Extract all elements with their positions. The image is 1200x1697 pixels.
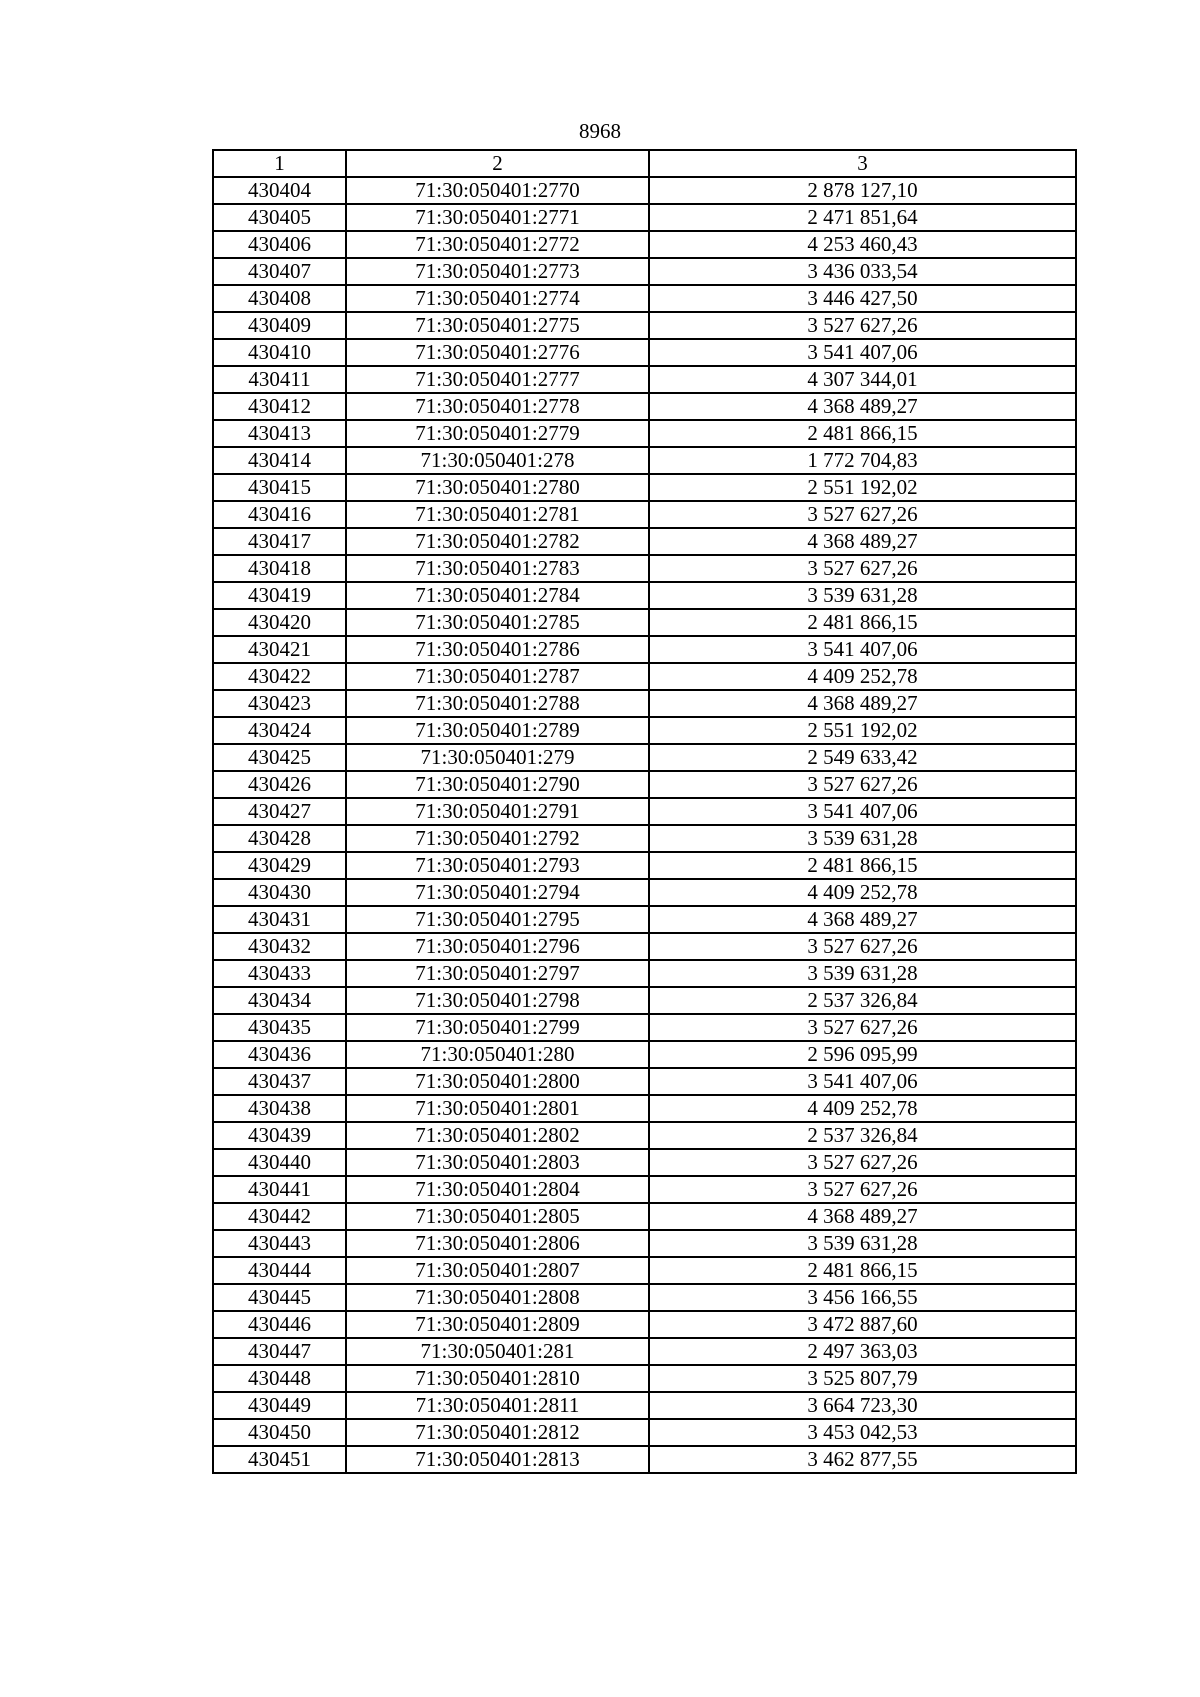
cadastral-value-cell: 3 527 627,26 <box>649 555 1076 582</box>
row-number-cell: 430425 <box>213 744 346 771</box>
row-number-cell: 430418 <box>213 555 346 582</box>
cadastral-value-cell: 3 541 407,06 <box>649 636 1076 663</box>
row-number-cell: 430420 <box>213 609 346 636</box>
table-row <box>213 609 1076 636</box>
table-row <box>213 420 1076 447</box>
cadastral-number-cell: 71:30:050401:2799 <box>346 1014 649 1041</box>
table-row <box>213 582 1076 609</box>
cadastral-number-cell: 71:30:050401:2809 <box>346 1311 649 1338</box>
cadastral-number-cell: 71:30:050401:2779 <box>346 420 649 447</box>
cadastral-value-cell: 3 527 627,26 <box>649 1176 1076 1203</box>
cadastral-value-cell: 3 541 407,06 <box>649 798 1076 825</box>
table-row <box>213 231 1076 258</box>
cadastral-number-cell: 71:30:050401:2772 <box>346 231 649 258</box>
cadastral-number-cell: 71:30:050401:2778 <box>346 393 649 420</box>
cadastral-value-cell: 3 453 042,53 <box>649 1419 1076 1446</box>
cadastral-number-cell: 71:30:050401:2808 <box>346 1284 649 1311</box>
cadastral-value-cell: 3 436 033,54 <box>649 258 1076 285</box>
cadastral-value-cell: 4 307 344,01 <box>649 366 1076 393</box>
header-cell-3: 3 <box>649 150 1076 177</box>
row-number-cell: 430436 <box>213 1041 346 1068</box>
cadastral-number-cell: 71:30:050401:2785 <box>346 609 649 636</box>
table-row <box>213 339 1076 366</box>
table-row <box>213 744 1076 771</box>
cadastral-number-cell: 71:30:050401:280 <box>346 1041 649 1068</box>
cadastral-value-table <box>212 149 1077 1474</box>
header-cell-1: 1 <box>213 150 346 177</box>
table-row <box>213 1122 1076 1149</box>
table-row <box>213 960 1076 987</box>
row-number-cell: 430440 <box>213 1149 346 1176</box>
cadastral-number-cell: 71:30:050401:2777 <box>346 366 649 393</box>
table-row <box>213 501 1076 528</box>
table-row <box>213 528 1076 555</box>
cadastral-number-cell: 71:30:050401:2802 <box>346 1122 649 1149</box>
cadastral-value-cell: 3 525 807,79 <box>649 1365 1076 1392</box>
table-row <box>213 285 1076 312</box>
table-row <box>213 474 1076 501</box>
cadastral-number-cell: 71:30:050401:2770 <box>346 177 649 204</box>
cadastral-number-cell: 71:30:050401:2812 <box>346 1419 649 1446</box>
row-number-cell: 430437 <box>213 1068 346 1095</box>
cadastral-value-cell: 2 596 095,99 <box>649 1041 1076 1068</box>
table-row <box>213 1257 1076 1284</box>
row-number-cell: 430414 <box>213 447 346 474</box>
cadastral-number-cell: 71:30:050401:2797 <box>346 960 649 987</box>
table-row <box>213 636 1076 663</box>
table-row <box>213 366 1076 393</box>
table-row <box>213 1284 1076 1311</box>
row-number-cell: 430438 <box>213 1095 346 1122</box>
table-row <box>213 906 1076 933</box>
row-number-cell: 430446 <box>213 1311 346 1338</box>
table-row <box>213 555 1076 582</box>
table-row <box>213 1176 1076 1203</box>
row-number-cell: 430428 <box>213 825 346 852</box>
cadastral-value-cell: 2 551 192,02 <box>649 474 1076 501</box>
cadastral-number-cell: 71:30:050401:2793 <box>346 852 649 879</box>
table-row <box>213 1014 1076 1041</box>
cadastral-number-cell: 71:30:050401:2800 <box>346 1068 649 1095</box>
cadastral-number-cell: 71:30:050401:2810 <box>346 1365 649 1392</box>
cadastral-value-cell: 3 527 627,26 <box>649 1149 1076 1176</box>
cadastral-value-cell: 1 772 704,83 <box>649 447 1076 474</box>
cadastral-number-cell: 71:30:050401:281 <box>346 1338 649 1365</box>
row-number-cell: 430445 <box>213 1284 346 1311</box>
cadastral-number-cell: 71:30:050401:2806 <box>346 1230 649 1257</box>
table-row <box>213 1419 1076 1446</box>
cadastral-value-cell: 3 527 627,26 <box>649 312 1076 339</box>
row-number-cell: 430447 <box>213 1338 346 1365</box>
table-row <box>213 933 1076 960</box>
table-row <box>213 1311 1076 1338</box>
cadastral-value-cell: 3 472 887,60 <box>649 1311 1076 1338</box>
row-number-cell: 430444 <box>213 1257 346 1284</box>
table-row <box>213 204 1076 231</box>
row-number-cell: 430411 <box>213 366 346 393</box>
cadastral-number-cell: 71:30:050401:2781 <box>346 501 649 528</box>
table-row <box>213 312 1076 339</box>
row-number-cell: 430441 <box>213 1176 346 1203</box>
cadastral-value-cell: 4 368 489,27 <box>649 906 1076 933</box>
table-row <box>213 798 1076 825</box>
row-number-cell: 430451 <box>213 1446 346 1473</box>
table-row <box>213 1041 1076 1068</box>
table-row <box>213 1149 1076 1176</box>
cadastral-number-cell: 71:30:050401:279 <box>346 744 649 771</box>
cadastral-value-cell: 2 497 363,03 <box>649 1338 1076 1365</box>
row-number-cell: 430434 <box>213 987 346 1014</box>
cadastral-value-cell: 4 368 489,27 <box>649 690 1076 717</box>
row-number-cell: 430406 <box>213 231 346 258</box>
cadastral-number-cell: 71:30:050401:2773 <box>346 258 649 285</box>
cadastral-value-cell: 3 527 627,26 <box>649 501 1076 528</box>
row-number-cell: 430417 <box>213 528 346 555</box>
row-number-cell: 430432 <box>213 933 346 960</box>
row-number-cell: 430435 <box>213 1014 346 1041</box>
cadastral-value-cell: 3 664 723,30 <box>649 1392 1076 1419</box>
cadastral-value-cell: 4 409 252,78 <box>649 663 1076 690</box>
table-row <box>213 258 1076 285</box>
cadastral-number-cell: 71:30:050401:2794 <box>346 879 649 906</box>
table-row <box>213 690 1076 717</box>
row-number-cell: 430424 <box>213 717 346 744</box>
cadastral-number-cell: 71:30:050401:2783 <box>346 555 649 582</box>
row-number-cell: 430413 <box>213 420 346 447</box>
table-row <box>213 393 1076 420</box>
table-row <box>213 1203 1076 1230</box>
row-number-cell: 430408 <box>213 285 346 312</box>
table-body <box>213 150 1076 1473</box>
cadastral-number-cell: 71:30:050401:2776 <box>346 339 649 366</box>
cadastral-number-cell: 71:30:050401:2775 <box>346 312 649 339</box>
cadastral-number-cell: 71:30:050401:2792 <box>346 825 649 852</box>
cadastral-number-cell: 71:30:050401:2801 <box>346 1095 649 1122</box>
row-number-cell: 430429 <box>213 852 346 879</box>
row-number-cell: 430416 <box>213 501 346 528</box>
cadastral-number-cell: 71:30:050401:2784 <box>346 582 649 609</box>
table-row <box>213 879 1076 906</box>
cadastral-number-cell: 71:30:050401:2796 <box>346 933 649 960</box>
cadastral-value-cell: 2 537 326,84 <box>649 1122 1076 1149</box>
table-row <box>213 717 1076 744</box>
row-number-cell: 430426 <box>213 771 346 798</box>
table-row <box>213 1230 1076 1257</box>
row-number-cell: 430412 <box>213 393 346 420</box>
cadastral-value-cell: 3 527 627,26 <box>649 771 1076 798</box>
cadastral-number-cell: 71:30:050401:2780 <box>346 474 649 501</box>
table-row <box>213 1095 1076 1122</box>
cadastral-number-cell: 71:30:050401:2791 <box>346 798 649 825</box>
cadastral-value-cell: 3 527 627,26 <box>649 933 1076 960</box>
cadastral-value-cell: 4 368 489,27 <box>649 393 1076 420</box>
cadastral-number-cell: 71:30:050401:2782 <box>346 528 649 555</box>
cadastral-value-cell: 3 456 166,55 <box>649 1284 1076 1311</box>
cadastral-number-cell: 71:30:050401:2805 <box>346 1203 649 1230</box>
cadastral-value-cell: 3 541 407,06 <box>649 339 1076 366</box>
row-number-cell: 430449 <box>213 1392 346 1419</box>
cadastral-number-cell: 71:30:050401:278 <box>346 447 649 474</box>
row-number-cell: 430419 <box>213 582 346 609</box>
cadastral-value-cell: 2 481 866,15 <box>649 420 1076 447</box>
table-row <box>213 1365 1076 1392</box>
cadastral-number-cell: 71:30:050401:2786 <box>346 636 649 663</box>
row-number-cell: 430427 <box>213 798 346 825</box>
row-number-cell: 430431 <box>213 906 346 933</box>
table-row <box>213 447 1076 474</box>
cadastral-value-cell: 2 878 127,10 <box>649 177 1076 204</box>
cadastral-value-cell: 2 481 866,15 <box>649 609 1076 636</box>
cadastral-value-cell: 4 409 252,78 <box>649 1095 1076 1122</box>
table-row <box>213 771 1076 798</box>
row-number-cell: 430448 <box>213 1365 346 1392</box>
cadastral-value-cell: 2 481 866,15 <box>649 1257 1076 1284</box>
row-number-cell: 430443 <box>213 1230 346 1257</box>
table-row <box>213 1446 1076 1473</box>
cadastral-value-cell: 3 539 631,28 <box>649 1230 1076 1257</box>
cadastral-value-cell: 3 541 407,06 <box>649 1068 1076 1095</box>
cadastral-number-cell: 71:30:050401:2813 <box>346 1446 649 1473</box>
cadastral-value-cell: 4 253 460,43 <box>649 231 1076 258</box>
cadastral-number-cell: 71:30:050401:2774 <box>346 285 649 312</box>
row-number-cell: 430439 <box>213 1122 346 1149</box>
cadastral-number-cell: 71:30:050401:2787 <box>346 663 649 690</box>
cadastral-value-cell: 4 409 252,78 <box>649 879 1076 906</box>
row-number-cell: 430415 <box>213 474 346 501</box>
cadastral-number-cell: 71:30:050401:2771 <box>346 204 649 231</box>
table-row <box>213 1338 1076 1365</box>
cadastral-value-cell: 2 549 633,42 <box>649 744 1076 771</box>
cadastral-value-cell: 2 471 851,64 <box>649 204 1076 231</box>
table-row <box>213 825 1076 852</box>
row-number-cell: 430442 <box>213 1203 346 1230</box>
cadastral-value-cell: 3 539 631,28 <box>649 960 1076 987</box>
cadastral-value-cell: 3 527 627,26 <box>649 1014 1076 1041</box>
table-row <box>213 663 1076 690</box>
row-number-cell: 430410 <box>213 339 346 366</box>
row-number-cell: 430407 <box>213 258 346 285</box>
row-number-cell: 430421 <box>213 636 346 663</box>
cadastral-number-cell: 71:30:050401:2798 <box>346 987 649 1014</box>
table-row <box>213 852 1076 879</box>
table-row <box>213 1068 1076 1095</box>
row-number-cell: 430409 <box>213 312 346 339</box>
page-number: 8968 <box>579 119 621 143</box>
row-number-cell: 430430 <box>213 879 346 906</box>
row-number-cell: 430450 <box>213 1419 346 1446</box>
cadastral-number-cell: 71:30:050401:2789 <box>346 717 649 744</box>
table-row <box>213 1392 1076 1419</box>
table-header-row <box>213 150 1076 177</box>
cadastral-number-cell: 71:30:050401:2790 <box>346 771 649 798</box>
cadastral-value-cell: 3 539 631,28 <box>649 582 1076 609</box>
row-number-cell: 430433 <box>213 960 346 987</box>
table-row <box>213 987 1076 1014</box>
cadastral-number-cell: 71:30:050401:2803 <box>346 1149 649 1176</box>
cadastral-value-cell: 3 539 631,28 <box>649 825 1076 852</box>
row-number-cell: 430423 <box>213 690 346 717</box>
cadastral-number-cell: 71:30:050401:2788 <box>346 690 649 717</box>
row-number-cell: 430405 <box>213 204 346 231</box>
cadastral-value-cell: 2 537 326,84 <box>649 987 1076 1014</box>
cadastral-value-cell: 4 368 489,27 <box>649 1203 1076 1230</box>
cadastral-value-cell: 3 446 427,50 <box>649 285 1076 312</box>
table-row <box>213 177 1076 204</box>
row-number-cell: 430422 <box>213 663 346 690</box>
cadastral-value-cell: 2 481 866,15 <box>649 852 1076 879</box>
cadastral-number-cell: 71:30:050401:2811 <box>346 1392 649 1419</box>
row-number-cell: 430404 <box>213 177 346 204</box>
cadastral-number-cell: 71:30:050401:2795 <box>346 906 649 933</box>
header-cell-2: 2 <box>346 150 649 177</box>
cadastral-value-cell: 2 551 192,02 <box>649 717 1076 744</box>
cadastral-value-cell: 4 368 489,27 <box>649 528 1076 555</box>
cadastral-number-cell: 71:30:050401:2807 <box>346 1257 649 1284</box>
cadastral-value-cell: 3 462 877,55 <box>649 1446 1076 1473</box>
cadastral-number-cell: 71:30:050401:2804 <box>346 1176 649 1203</box>
